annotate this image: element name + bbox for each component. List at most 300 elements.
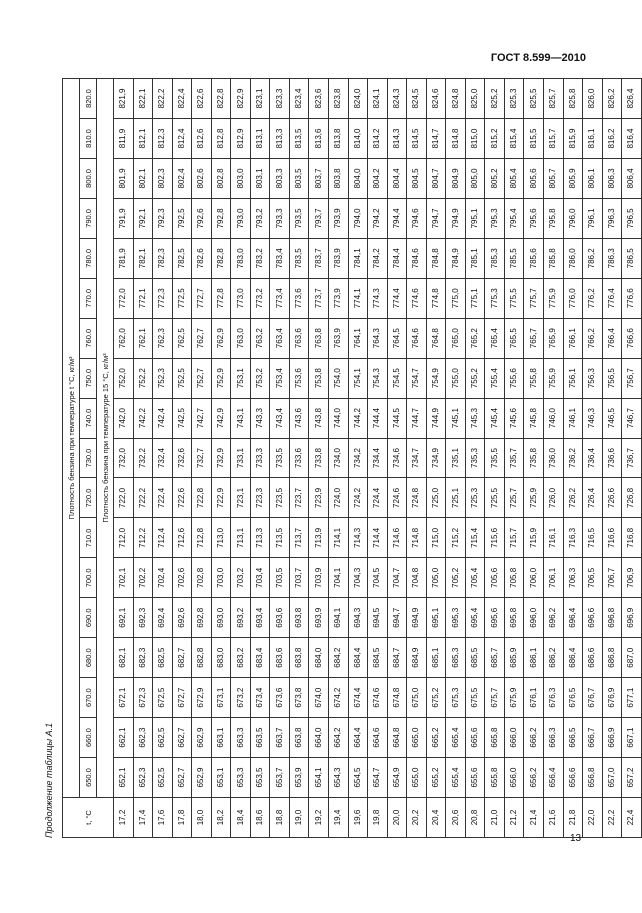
density-cell: 673,8 xyxy=(289,678,309,718)
table-row xyxy=(270,79,290,838)
density-cell: 742,2 xyxy=(133,398,153,438)
density-cell: 794,2 xyxy=(368,198,388,238)
temperature-cell: 21,2 xyxy=(504,798,524,838)
density-cell: 806,4 xyxy=(622,159,642,199)
density-cell: 666,2 xyxy=(524,718,544,758)
density-cell: 714,4 xyxy=(368,518,388,558)
column-header: 680.0 xyxy=(80,638,97,678)
density-cell: 725,3 xyxy=(465,478,485,518)
density-cell: 663,8 xyxy=(289,718,309,758)
column-header: 770.0 xyxy=(80,278,97,318)
density-cell: 765,2 xyxy=(465,318,485,358)
density-cell: 801,9 xyxy=(114,159,134,199)
density-cell: 723,7 xyxy=(289,478,309,518)
density-cell: 776,0 xyxy=(563,278,583,318)
density-cell: 765,4 xyxy=(485,318,505,358)
density-cell: 753,1 xyxy=(231,358,251,398)
density-cell: 725,1 xyxy=(446,478,466,518)
density-cell: 745,4 xyxy=(485,398,505,438)
density-cell: 733,5 xyxy=(270,438,290,478)
density-cell: 793,3 xyxy=(270,198,290,238)
density-table xyxy=(62,78,642,838)
temperature-cell: 17,6 xyxy=(153,798,173,838)
density-cell: 743,4 xyxy=(270,398,290,438)
density-cell: 752,9 xyxy=(211,358,231,398)
density-cell: 682,5 xyxy=(153,638,173,678)
density-cell: 683,0 xyxy=(211,638,231,678)
density-cell: 704,1 xyxy=(329,558,349,598)
temperature-cell: 21,4 xyxy=(524,798,544,838)
density-cell: 796,5 xyxy=(622,198,642,238)
density-cell: 764,8 xyxy=(426,318,446,358)
density-cell: 686,6 xyxy=(583,638,603,678)
density-cell: 654,5 xyxy=(348,758,368,798)
density-cell: 723,3 xyxy=(250,478,270,518)
density-cell: 772,3 xyxy=(153,278,173,318)
density-cell: 706,3 xyxy=(563,558,583,598)
density-cell: 784,8 xyxy=(426,238,446,278)
density-cell: 734,9 xyxy=(426,438,446,478)
density-cell: 667,1 xyxy=(622,718,642,758)
density-cell: 706,5 xyxy=(583,558,603,598)
density-cell: 793,2 xyxy=(250,198,270,238)
density-cell: 805,4 xyxy=(504,159,524,199)
temperature-cell: 17,2 xyxy=(114,798,134,838)
density-cell: 783,0 xyxy=(231,238,251,278)
density-cell: 664,6 xyxy=(368,718,388,758)
density-cell: 743,6 xyxy=(289,398,309,438)
density-cell: 824,6 xyxy=(426,79,446,119)
density-cell: 742,9 xyxy=(211,398,231,438)
group-header-15: Плотность бензина при температуре 15 °C, кг/м³ xyxy=(97,79,114,798)
density-cell: 656,6 xyxy=(563,758,583,798)
density-cell: 773,9 xyxy=(329,278,349,318)
column-header: 800.0 xyxy=(80,159,97,199)
density-cell: 732,4 xyxy=(153,438,173,478)
density-cell: 785,8 xyxy=(544,238,564,278)
table-row xyxy=(544,79,564,838)
group-header-t: Плотность бензина при температуре t °C, кг/м³ xyxy=(63,79,80,798)
density-cell: 665,6 xyxy=(465,718,485,758)
density-cell: 794,6 xyxy=(407,198,427,238)
density-cell: 753,2 xyxy=(250,358,270,398)
density-cell: 775,5 xyxy=(504,278,524,318)
density-cell: 684,9 xyxy=(407,638,427,678)
density-cell: 672,9 xyxy=(192,678,212,718)
density-cell: 785,1 xyxy=(465,238,485,278)
density-cell: 756,3 xyxy=(583,358,603,398)
standard-code: ГОСТ 8.599—2010 xyxy=(490,52,586,64)
density-cell: 816,4 xyxy=(622,119,642,159)
density-cell: 674,4 xyxy=(348,678,368,718)
table-row xyxy=(426,79,446,838)
density-cell: 662,9 xyxy=(192,718,212,758)
density-cell: 823,6 xyxy=(309,79,329,119)
density-cell: 764,5 xyxy=(387,318,407,358)
density-cell: 706,9 xyxy=(622,558,642,598)
density-cell: 696,6 xyxy=(583,598,603,638)
density-cell: 703,5 xyxy=(270,558,290,598)
density-cell: 742,0 xyxy=(114,398,134,438)
density-cell: 814,5 xyxy=(407,119,427,159)
density-cell: 652,1 xyxy=(114,758,134,798)
density-cell: 714,6 xyxy=(387,518,407,558)
density-cell: 815,4 xyxy=(504,119,524,159)
density-cell: 686,8 xyxy=(602,638,622,678)
density-cell: 734,7 xyxy=(407,438,427,478)
density-cell: 705,4 xyxy=(465,558,485,598)
density-cell: 822,9 xyxy=(231,79,251,119)
density-cell: 712,8 xyxy=(192,518,212,558)
density-cell: 762,7 xyxy=(192,318,212,358)
density-cell: 674,6 xyxy=(368,678,388,718)
density-cell: 812,1 xyxy=(133,119,153,159)
density-cell: 714,8 xyxy=(407,518,427,558)
column-header: 700.0 xyxy=(80,558,97,598)
density-cell: 823,8 xyxy=(329,79,349,119)
density-cell: 664,4 xyxy=(348,718,368,758)
density-cell: 724,8 xyxy=(407,478,427,518)
density-cell: 736,7 xyxy=(622,438,642,478)
density-cell: 762,5 xyxy=(172,318,192,358)
density-cell: 794,0 xyxy=(348,198,368,238)
density-cell: 702,6 xyxy=(172,558,192,598)
density-cell: 722,9 xyxy=(211,478,231,518)
table-row xyxy=(250,79,270,838)
density-cell: 654,9 xyxy=(387,758,407,798)
density-cell: 765,7 xyxy=(524,318,544,358)
density-cell: 684,7 xyxy=(387,638,407,678)
density-cell: 824,8 xyxy=(446,79,466,119)
density-cell: 774,8 xyxy=(426,278,446,318)
density-cell: 803,1 xyxy=(250,159,270,199)
density-cell: 675,3 xyxy=(446,678,466,718)
density-cell: 734,6 xyxy=(387,438,407,478)
density-cell: 773,0 xyxy=(231,278,251,318)
density-cell: 745,8 xyxy=(524,398,544,438)
density-cell: 683,4 xyxy=(250,638,270,678)
table-row xyxy=(153,79,173,838)
density-cell: 695,8 xyxy=(504,598,524,638)
density-cell: 823,3 xyxy=(270,79,290,119)
temperature-cell: 19,4 xyxy=(329,798,349,838)
density-cell: 793,7 xyxy=(309,198,329,238)
density-cell: 662,1 xyxy=(114,718,134,758)
density-cell: 752,3 xyxy=(153,358,173,398)
density-cell: 675,7 xyxy=(485,678,505,718)
density-cell: 682,3 xyxy=(133,638,153,678)
density-cell: 812,8 xyxy=(211,119,231,159)
density-cell: 735,1 xyxy=(446,438,466,478)
density-cell: 755,6 xyxy=(504,358,524,398)
density-cell: 672,5 xyxy=(153,678,173,718)
density-cell: 821,9 xyxy=(114,79,134,119)
density-cell: 804,0 xyxy=(348,159,368,199)
density-cell: 825,8 xyxy=(563,79,583,119)
density-cell: 766,2 xyxy=(583,318,603,358)
density-cell: 772,0 xyxy=(114,278,134,318)
density-cell: 684,0 xyxy=(309,638,329,678)
density-cell: 736,4 xyxy=(583,438,603,478)
density-cell: 715,0 xyxy=(426,518,446,558)
density-cell: 782,1 xyxy=(133,238,153,278)
temperature-cell: 20,0 xyxy=(387,798,407,838)
density-cell: 766,1 xyxy=(563,318,583,358)
density-cell: 744,5 xyxy=(387,398,407,438)
density-cell: 684,4 xyxy=(348,638,368,678)
density-cell: 693,6 xyxy=(270,598,290,638)
density-cell: 825,3 xyxy=(504,79,524,119)
column-header: 710.0 xyxy=(80,518,97,558)
density-cell: 653,5 xyxy=(250,758,270,798)
table-row xyxy=(524,79,544,838)
density-cell: 762,1 xyxy=(133,318,153,358)
density-cell: 706,0 xyxy=(524,558,544,598)
density-cell: 755,9 xyxy=(544,358,564,398)
density-cell: 696,2 xyxy=(544,598,564,638)
table-row xyxy=(192,79,212,838)
density-cell: 752,5 xyxy=(172,358,192,398)
density-cell: 816,2 xyxy=(602,119,622,159)
density-cell: 666,7 xyxy=(583,718,603,758)
density-cell: 706,7 xyxy=(602,558,622,598)
density-cell: 685,3 xyxy=(446,638,466,678)
density-cell: 685,9 xyxy=(504,638,524,678)
density-cell: 693,9 xyxy=(309,598,329,638)
temperature-cell: 22,0 xyxy=(583,798,603,838)
density-cell: 656,4 xyxy=(544,758,564,798)
density-cell: 763,4 xyxy=(270,318,290,358)
density-cell: 814,7 xyxy=(426,119,446,159)
temperature-cell: 18,6 xyxy=(250,798,270,838)
density-cell: 806,1 xyxy=(583,159,603,199)
temperature-cell: 18,8 xyxy=(270,798,290,838)
density-cell: 714,1 xyxy=(329,518,349,558)
density-cell: 762,9 xyxy=(211,318,231,358)
density-cell: 806,3 xyxy=(602,159,622,199)
rotated-table-block xyxy=(44,78,636,838)
density-cell: 663,7 xyxy=(270,718,290,758)
density-cell: 696,0 xyxy=(524,598,544,638)
density-cell: 682,8 xyxy=(192,638,212,678)
density-cell: 687,0 xyxy=(622,638,642,678)
temperature-cell: 22,4 xyxy=(622,798,642,838)
density-cell: 654,3 xyxy=(329,758,349,798)
density-cell: 743,1 xyxy=(231,398,251,438)
density-cell: 754,3 xyxy=(368,358,388,398)
column-header: 650.0 xyxy=(80,758,97,798)
density-cell: 692,6 xyxy=(172,598,192,638)
density-cell: 813,6 xyxy=(309,119,329,159)
density-cell: 766,4 xyxy=(602,318,622,358)
density-cell: 776,6 xyxy=(622,278,642,318)
density-cell: 794,9 xyxy=(446,198,466,238)
density-cell: 782,5 xyxy=(172,238,192,278)
density-cell: 655,6 xyxy=(465,758,485,798)
density-cell: 704,3 xyxy=(348,558,368,598)
density-cell: 732,2 xyxy=(133,438,153,478)
density-cell: 805,2 xyxy=(485,159,505,199)
density-cell: 656,2 xyxy=(524,758,544,798)
density-cell: 724,4 xyxy=(368,478,388,518)
density-cell: 677,1 xyxy=(622,678,642,718)
temperature-cell: 21,6 xyxy=(544,798,564,838)
density-cell: 656,8 xyxy=(583,758,603,798)
density-cell: 657,0 xyxy=(602,758,622,798)
density-cell: 702,8 xyxy=(192,558,212,598)
density-cell: 733,3 xyxy=(250,438,270,478)
temperature-cell: 21,0 xyxy=(485,798,505,838)
density-cell: 814,0 xyxy=(348,119,368,159)
density-cell: 793,0 xyxy=(231,198,251,238)
density-cell: 823,1 xyxy=(250,79,270,119)
table-row xyxy=(504,79,524,838)
table-row xyxy=(485,79,505,838)
column-header: 810.0 xyxy=(80,119,97,159)
density-cell: 672,1 xyxy=(114,678,134,718)
density-cell: 657,2 xyxy=(622,758,642,798)
temperature-cell: 17,8 xyxy=(172,798,192,838)
density-cell: 791,9 xyxy=(114,198,134,238)
density-cell: 653,9 xyxy=(289,758,309,798)
density-cell: 822,4 xyxy=(172,79,192,119)
table-row xyxy=(387,79,407,838)
density-cell: 666,5 xyxy=(563,718,583,758)
column-header: 730.0 xyxy=(80,438,97,478)
density-cell: 733,6 xyxy=(289,438,309,478)
density-cell: 693,0 xyxy=(211,598,231,638)
density-cell: 775,0 xyxy=(446,278,466,318)
density-cell: 676,7 xyxy=(583,678,603,718)
column-header-row xyxy=(80,79,97,838)
density-cell: 715,4 xyxy=(465,518,485,558)
density-cell: 772,5 xyxy=(172,278,192,318)
density-cell: 676,1 xyxy=(524,678,544,718)
density-cell: 686,4 xyxy=(563,638,583,678)
table-row xyxy=(231,79,251,838)
density-cell: 654,7 xyxy=(368,758,388,798)
density-cell: 804,2 xyxy=(368,159,388,199)
density-cell: 773,7 xyxy=(309,278,329,318)
density-cell: 783,7 xyxy=(309,238,329,278)
density-cell: 674,0 xyxy=(309,678,329,718)
density-cell: 725,7 xyxy=(504,478,524,518)
temperature-cell: 20,6 xyxy=(446,798,466,838)
density-cell: 683,6 xyxy=(270,638,290,678)
temperature-cell: 20,8 xyxy=(465,798,485,838)
temperature-cell: 17,4 xyxy=(133,798,153,838)
density-cell: 676,5 xyxy=(563,678,583,718)
density-cell: 653,7 xyxy=(270,758,290,798)
density-cell: 673,1 xyxy=(211,678,231,718)
density-cell: 665,8 xyxy=(485,718,505,758)
density-cell: 704,7 xyxy=(387,558,407,598)
density-cell: 783,9 xyxy=(329,238,349,278)
temperature-cell: 20,2 xyxy=(407,798,427,838)
density-cell: 795,6 xyxy=(524,198,544,238)
density-cell: 723,1 xyxy=(231,478,251,518)
column-header: 760.0 xyxy=(80,318,97,358)
density-cell: 702,2 xyxy=(133,558,153,598)
density-cell: 776,2 xyxy=(583,278,603,318)
density-cell: 726,0 xyxy=(544,478,564,518)
density-cell: 826,4 xyxy=(622,79,642,119)
table-row xyxy=(563,79,583,838)
density-cell: 772,7 xyxy=(192,278,212,318)
density-cell: 743,3 xyxy=(250,398,270,438)
density-cell: 676,9 xyxy=(602,678,622,718)
density-cell: 722,4 xyxy=(153,478,173,518)
density-cell: 693,8 xyxy=(289,598,309,638)
table-row xyxy=(348,79,368,838)
table-row xyxy=(368,79,388,838)
density-cell: 746,7 xyxy=(622,398,642,438)
density-cell: 795,8 xyxy=(544,198,564,238)
density-cell: 815,9 xyxy=(563,119,583,159)
column-header: 660.0 xyxy=(80,718,97,758)
density-cell: 664,0 xyxy=(309,718,329,758)
temperature-cell: 19,6 xyxy=(348,798,368,838)
table-row xyxy=(583,79,603,838)
density-cell: 666,3 xyxy=(544,718,564,758)
density-cell: 674,2 xyxy=(329,678,349,718)
density-cell: 803,3 xyxy=(270,159,290,199)
density-cell: 782,8 xyxy=(211,238,231,278)
column-header: 750.0 xyxy=(80,358,97,398)
density-cell: 792,8 xyxy=(211,198,231,238)
density-cell: 754,9 xyxy=(426,358,446,398)
density-cell: 694,5 xyxy=(368,598,388,638)
density-cell: 713,5 xyxy=(270,518,290,558)
density-cell: 794,4 xyxy=(387,198,407,238)
density-cell: 815,2 xyxy=(485,119,505,159)
density-cell: 795,3 xyxy=(485,198,505,238)
density-cell: 775,1 xyxy=(465,278,485,318)
density-cell: 814,3 xyxy=(387,119,407,159)
density-cell: 781,9 xyxy=(114,238,134,278)
density-cell: 754,1 xyxy=(348,358,368,398)
density-cell: 652,5 xyxy=(153,758,173,798)
density-cell: 784,6 xyxy=(407,238,427,278)
density-cell: 656,0 xyxy=(504,758,524,798)
density-cell: 812,6 xyxy=(192,119,212,159)
density-cell: 665,0 xyxy=(407,718,427,758)
density-cell: 825,0 xyxy=(465,79,485,119)
density-cell: 694,7 xyxy=(387,598,407,638)
density-cell: 744,7 xyxy=(407,398,427,438)
density-cell: 725,9 xyxy=(524,478,544,518)
column-header: 670.0 xyxy=(80,678,97,718)
density-cell: 814,8 xyxy=(446,119,466,159)
column-header: 740.0 xyxy=(80,398,97,438)
density-cell: 705,2 xyxy=(446,558,466,598)
density-cell: 706,1 xyxy=(544,558,564,598)
density-cell: 695,6 xyxy=(485,598,505,638)
density-cell: 665,2 xyxy=(426,718,446,758)
density-cell: 703,4 xyxy=(250,558,270,598)
density-cell: 792,3 xyxy=(153,198,173,238)
density-cell: 786,0 xyxy=(563,238,583,278)
density-cell: 783,5 xyxy=(289,238,309,278)
density-cell: 784,1 xyxy=(348,238,368,278)
density-cell: 802,1 xyxy=(133,159,153,199)
density-cell: 765,5 xyxy=(504,318,524,358)
density-cell: 732,0 xyxy=(114,438,134,478)
density-cell: 724,0 xyxy=(329,478,349,518)
density-cell: 736,0 xyxy=(544,438,564,478)
density-cell: 786,3 xyxy=(602,238,622,278)
density-cell: 812,9 xyxy=(231,119,251,159)
